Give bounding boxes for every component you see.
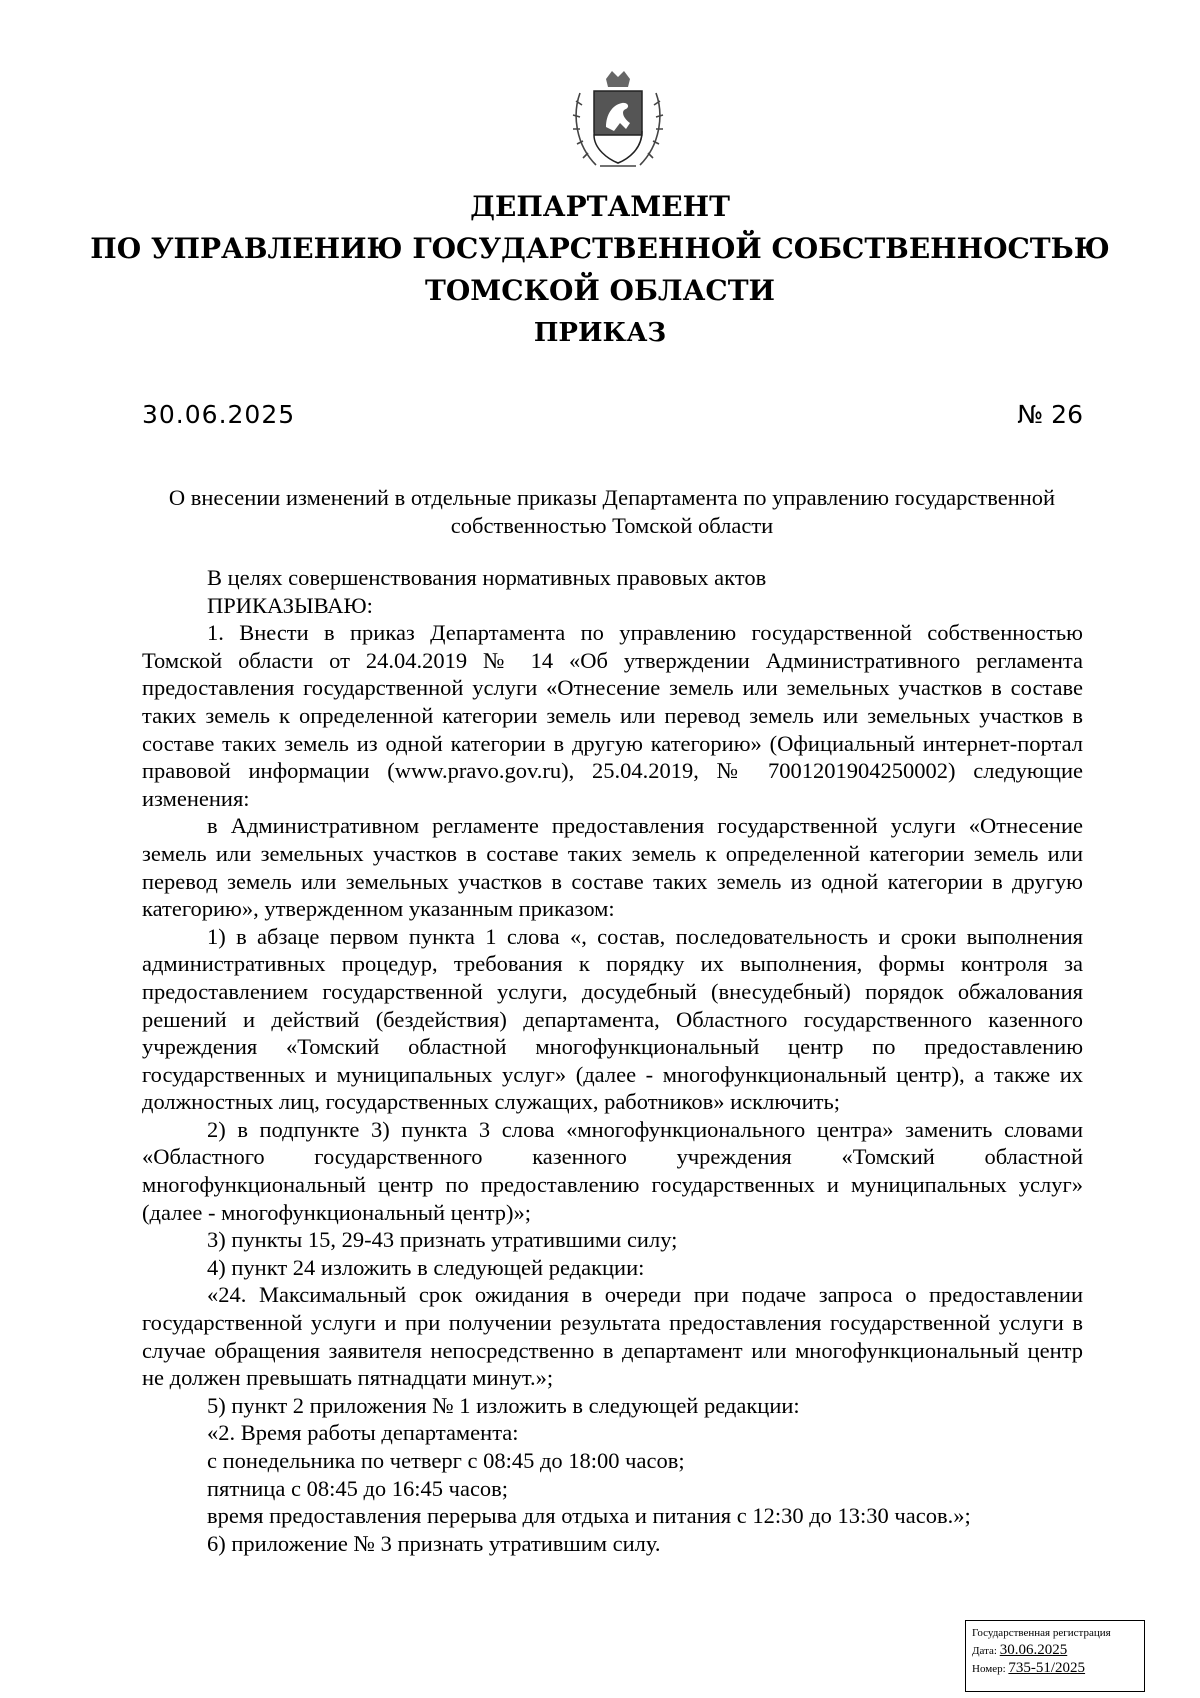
org-line-3: ТОМСКОЙ ОБЛАСТИ (424, 274, 776, 307)
paragraph: «2. Время работы департамента: (207, 1420, 519, 1446)
paragraph: пятница с 08:45 до 16:45 часов; (207, 1475, 509, 1501)
paragraph: в Административном регламенте предоставления государственной услуги «Отнесение земель или земельных участков в составе таких земель к определенной категории земель или перевод земель или земельных участков в составе таких земель из одной категории в другую категорию», утвержденном указанным приказом: (142, 813, 1083, 922)
registration-date-row (972, 1642, 1138, 1660)
registration-date: 30.06.2025 (999, 1642, 1068, 1658)
org-line-2: ПО УПРАВЛЕНИЮ ГОСУДАРСТВЕННОЙ СОБСТВЕННОСТЬЮ (90, 232, 1110, 265)
paragraph: время предоставления перерыва для отдыха и питания с 12:30 до 13:30 часов.»; (207, 1503, 971, 1529)
paragraph: 2) в подпункте 3) пункта 3 слова «многофункционального центра» заменить словами «Областного государственного казенного учреждения «Томский областной многофункциональный центр по предоставлению государственных и муниципальных услуг» (далее - многофункциональный центр)»; (142, 1116, 1083, 1225)
document-date: 30.06.2025 (142, 400, 296, 429)
registration-number-label: Номер: (972, 1663, 1006, 1675)
paragraph: В целях совершенствования нормативных правовых актов (207, 565, 767, 590)
registration-title: Государственная регистрация (972, 1627, 1111, 1639)
paragraph: 1. Внести в приказ Департамента по управлению государственной собственностью Томской области от 24.04.2019 № 14 «Об утверждении Административного регламента предоставления государственной услуги «Отнесение земель или земельных участков в составе таких земель к определенной категории земель или перевод земель или земельных участков в составе таких земель из одной категории в другую категорию» (Официальный интернет-портал правовой информации (www.pravo.gov.ru), 25.04.2019, № 7001201904250002) следующие изменения: (142, 620, 1083, 811)
document-body (142, 564, 1083, 1557)
paragraph: 4) пункт 24 изложить в следующей редакции: (207, 1254, 645, 1280)
coat-of-arms-icon (566, 65, 670, 173)
registration-stamp (965, 1620, 1145, 1692)
registration-number: 735-51/2025 (1008, 1660, 1086, 1676)
paragraph: 1) в абзаце первом пункта 1 слова «, состав, последовательность и сроки выполнения административных процедур, требования к порядку их выполнения, формы контроля за предоставлением государственной услуги, досудебный (внесудебный) порядок обжалования решений и действий (бездействия) департамента, Областного государственного казенного учреждения «Томский областной многофункциональный центр по предоставлению государственных и муниципальных услуг» (далее - многофункциональный центр), а также их должностных лиц, государственных служащих, работников» исключить; (142, 923, 1083, 1115)
document-number: № 26 (1017, 400, 1083, 429)
paragraph: ПРИКАЗЫВАЮ: (207, 592, 373, 618)
document-subject: О внесении изменений в отдельные приказы Департамента по управлению государственной собственностью Томской области (168, 485, 1056, 538)
paragraph: 6) приложение № 3 признать утратившим силу. (207, 1530, 661, 1556)
paragraph: 3) пункты 15, 29-43 признать утратившими силу; (207, 1227, 678, 1253)
paragraph: 5) пункт 2 приложения № 1 изложить в следующей редакции: (207, 1392, 800, 1418)
registration-date-label: Дата: (972, 1645, 997, 1657)
org-line-1: ДЕПАРТАМЕНТ (470, 190, 730, 223)
organization-name (0, 186, 1200, 312)
paragraph: с понедельника по четверг с 08:45 до 18:00 часов; (207, 1448, 685, 1473)
paragraph: «24. Максимальный срок ожидания в очереди при подаче запроса о предоставлении государственной услуги и при получении результата предоставления государственной услуги в случае обращения заявителя непосредственно в департамент или многофункциональный центр не должен превышать пятнадцати минут.»; (142, 1282, 1083, 1391)
registration-number-row (972, 1660, 1138, 1678)
document-type: ПРИКАЗ (533, 318, 667, 348)
